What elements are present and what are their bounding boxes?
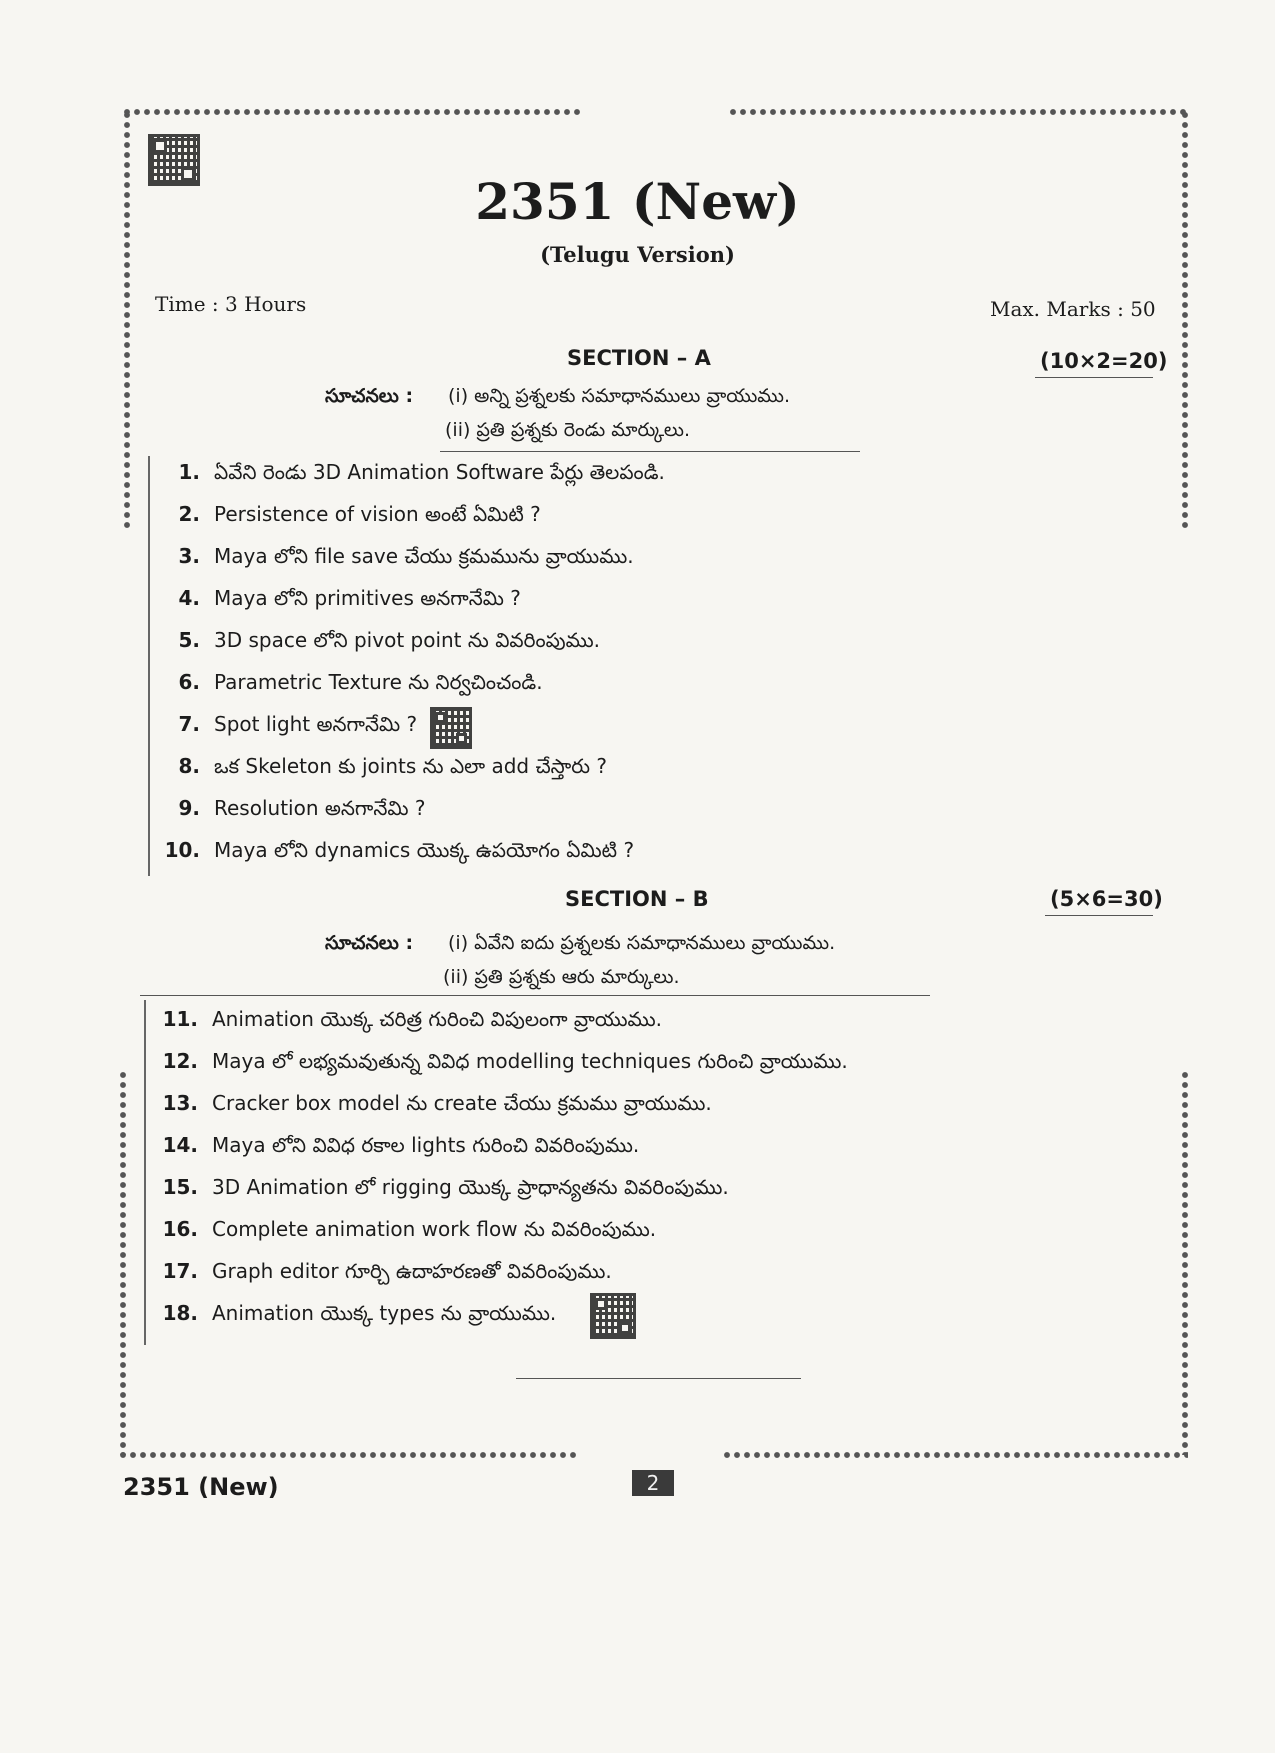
question-9 <box>160 796 426 825</box>
question-number: 4. <box>178 586 200 610</box>
question-3 <box>160 544 634 573</box>
right-border-lower <box>1180 1070 1190 1455</box>
time-label: Time : 3 Hours <box>155 292 307 316</box>
question-text: Maya లోని file save చేయు క్రమమును వ్రాయుము. <box>214 544 634 568</box>
question-11 <box>158 1007 662 1036</box>
question-number: 17. <box>162 1259 198 1283</box>
question-12 <box>158 1049 848 1078</box>
question-number: 3. <box>178 544 200 568</box>
section-b-instruction-2: (ii) ప్రతి ప్రశ్నకు ఆరు మార్కులు. <box>443 966 680 988</box>
question-16 <box>158 1217 656 1246</box>
paper-code-title: 2351 (New) <box>475 172 800 231</box>
section-b-title: SECTION – B <box>565 887 709 911</box>
qr-code-icon <box>430 707 472 749</box>
qr-code-icon <box>590 1293 636 1339</box>
question-text: Animation యొక్క చరిత్ర గురించి విపులంగా వ్రాయుము. <box>212 1007 662 1031</box>
question-number: 18. <box>162 1301 198 1325</box>
section-b-instruction-1: (i) ఏవేని ఐదు ప్రశ్నలకు సమాధానములు వ్రాయుము. <box>448 932 836 954</box>
question-7 <box>160 712 417 741</box>
question-text: Spot light అనగానేమి ? <box>214 712 418 736</box>
question-text: Maya లో లభ్యమవుతున్న వివిధ modelling techniques గురించి వ్రాయుము. <box>212 1049 848 1073</box>
question-text: Cracker box model ను create చేయు క్రమము వ్రాయుము. <box>212 1091 712 1115</box>
footer-paper-code: 2351 (New) <box>123 1473 279 1501</box>
question-text: ఏవేని రెండు 3D Animation Software పేర్లు తెలపండి. <box>214 460 665 484</box>
question-text: Maya లోని dynamics యొక్క ఉపయోగం ఏమిటి ? <box>214 838 635 862</box>
question-8 <box>160 754 607 783</box>
question-number: 11. <box>162 1007 198 1031</box>
section-b-instructions-label: సూచనలు : <box>325 932 414 954</box>
question-text: Resolution అనగానేమి ? <box>214 796 426 820</box>
question-17 <box>158 1259 612 1288</box>
section-b-marks: (5×6=30) <box>1050 887 1163 911</box>
question-text: Graph editor గూర్చి ఉదాహరణతో వివరింపుము. <box>212 1259 612 1283</box>
section-b-margin-line <box>144 1000 146 1345</box>
question-6 <box>160 670 543 699</box>
question-number: 14. <box>162 1133 198 1157</box>
question-number: 7. <box>178 712 200 736</box>
section-a-instructions-label: సూచనలు : <box>325 385 414 407</box>
question-1 <box>160 460 665 489</box>
question-number: 9. <box>178 796 200 820</box>
question-text: Animation యొక్క types ను వ్రాయుము. <box>212 1301 557 1325</box>
section-a-instruction-2: (ii) ప్రతి ప్రశ్నకు రెండు మార్కులు. <box>445 419 691 441</box>
question-13 <box>158 1091 712 1120</box>
left-border-lower <box>118 1070 128 1455</box>
question-text: Maya లోని వివిధ రకాల lights గురించి వివరింపుము. <box>212 1133 640 1157</box>
question-4 <box>160 586 521 615</box>
question-10 <box>160 838 634 867</box>
question-text: Maya లోని primitives అనగానేమి ? <box>214 586 521 610</box>
section-a-marks: (10×2=20) <box>1040 349 1168 373</box>
section-b-marks-underline <box>1045 915 1153 916</box>
question-14 <box>158 1133 639 1162</box>
end-of-paper-rule <box>516 1378 801 1379</box>
bottom-border-left <box>118 1450 578 1460</box>
question-number: 6. <box>178 670 200 694</box>
question-number: 8. <box>178 754 200 778</box>
section-a-instructions-underline <box>440 451 860 452</box>
question-number: 5. <box>178 628 200 652</box>
question-text: Complete animation work flow ను వివరింపుము. <box>212 1217 657 1241</box>
question-5 <box>160 628 600 657</box>
top-border-left <box>122 107 582 117</box>
max-marks-label: Max. Marks : 50 <box>990 297 1156 321</box>
question-number: 13. <box>162 1091 198 1115</box>
section-a-title: SECTION – A <box>567 346 711 370</box>
question-number: 10. <box>164 838 200 862</box>
section-a-marks-underline <box>1035 377 1153 378</box>
question-number: 12. <box>162 1049 198 1073</box>
version-subtitle: (Telugu Version) <box>540 242 735 267</box>
top-border-right <box>728 107 1188 117</box>
section-b-instructions-underline <box>140 995 930 996</box>
question-number: 16. <box>162 1217 198 1241</box>
question-15 <box>158 1175 729 1204</box>
question-text: ఒక Skeleton కు joints ను ఎలా add చేస్తారు ? <box>214 754 608 778</box>
question-number: 1. <box>178 460 200 484</box>
question-text: Parametric Texture ను నిర్వచించండి. <box>214 670 543 694</box>
question-text: 3D Animation లో rigging యొక్క ప్రాధాన్యతను వివరింపుము. <box>212 1175 729 1199</box>
bottom-border-right <box>722 1450 1188 1460</box>
question-text: 3D space లోని pivot point ను వివరింపుము. <box>214 628 601 652</box>
question-2 <box>160 502 541 531</box>
section-a-margin-line <box>148 456 150 876</box>
section-a-instruction-1: (i) అన్ని ప్రశ్నలకు సమాధానములు వ్రాయుము. <box>448 385 790 407</box>
question-number: 2. <box>178 502 200 526</box>
question-18 <box>158 1301 556 1330</box>
page-number: 2 <box>632 1470 674 1496</box>
question-number: 15. <box>162 1175 198 1199</box>
question-text: Persistence of vision అంటే ఏమిటి ? <box>214 502 541 526</box>
